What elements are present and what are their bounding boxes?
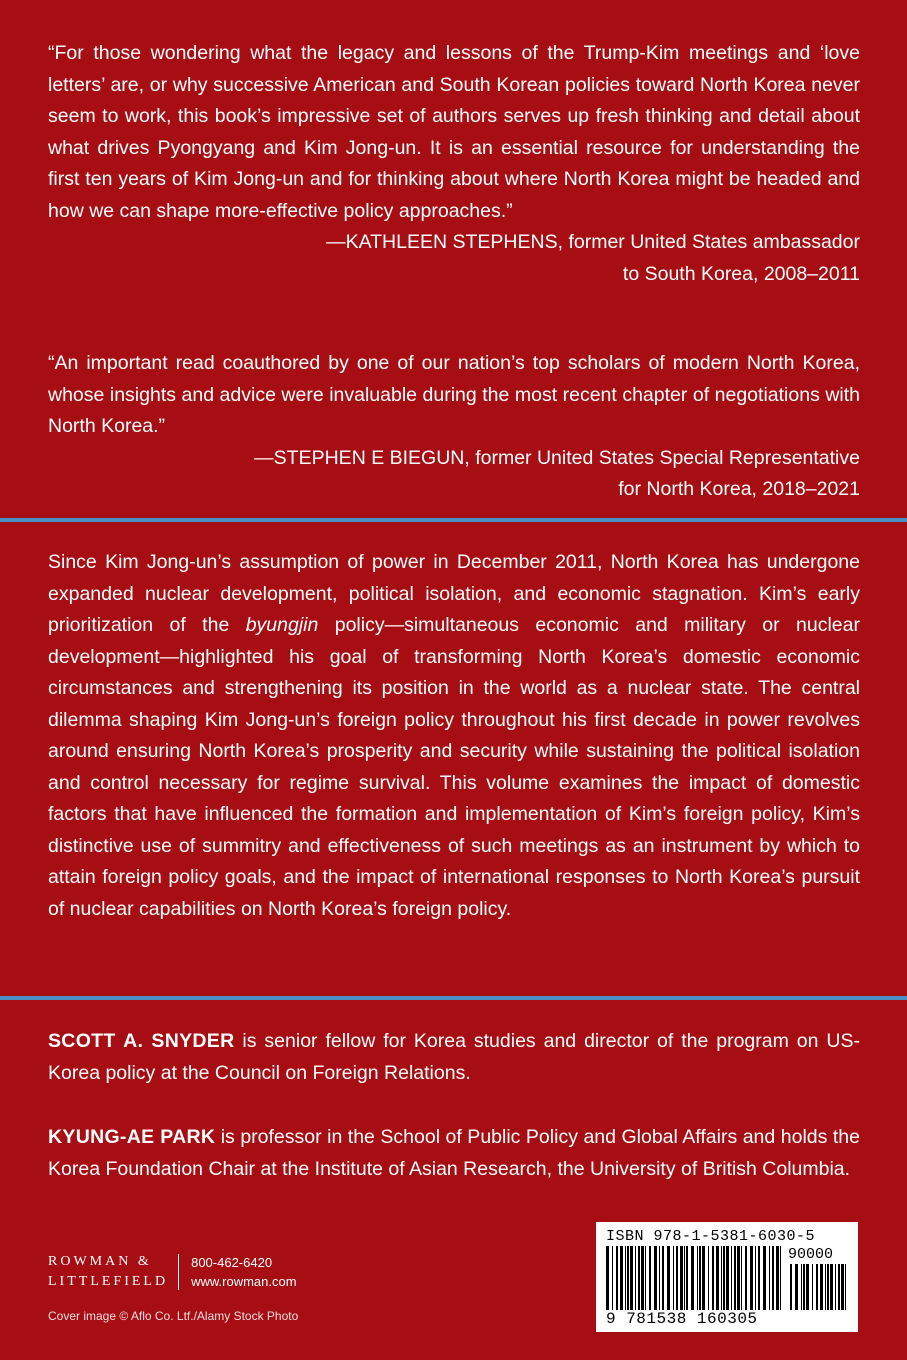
publisher-separator xyxy=(178,1254,179,1290)
publisher-logo-line2: LITTLEFIELD xyxy=(48,1274,169,1289)
divider-top xyxy=(0,518,907,522)
blurb-1-quote: “For those wondering what the legacy and lessons of the Trump-Kim meetings and ‘love letters’ are, or why successive American and South Korean policies toward North Korea never seem to work, this book’s impressive set of authors serves up fresh thinking and detail about what drives Pyongyang and Kim Jong-un. It is an essential resource for understanding the first ten years of Kim Jong-un and for thinking about where North Korea might be headed and how we can shape more-effective policy approaches.” xyxy=(48,42,860,222)
description xyxy=(48,547,860,925)
author-2-name: KYUNG-AE PARK xyxy=(48,1126,216,1148)
ean-text: 9 781538 160305 xyxy=(606,1310,758,1328)
publisher-logo xyxy=(48,1252,168,1292)
publisher-phone: 800-462-6420 xyxy=(191,1255,273,1270)
ean-barcode-bars xyxy=(606,1246,784,1310)
publisher-website: www.rowman.com xyxy=(191,1274,297,1289)
blurb-2-attribution-line1: —STEPHEN E BIEGUN, former United States Special Representative xyxy=(254,446,860,469)
blurb-1-attribution-line1: —KATHLEEN STEPHENS, former United States ambassador xyxy=(326,231,860,253)
author-1-bio-text xyxy=(48,1026,860,1089)
author-2-bio: is professor in the School of Public Policy and Global Affairs and holds the Korea Foundation Chair at the Institute of Asian Research, the University of British Columbia. xyxy=(48,1126,860,1180)
cover-image-credit: Cover image © Aflo Co. Ltf./Alamy Stock Photo xyxy=(48,1309,299,1323)
blurb-2 xyxy=(48,348,860,506)
publisher-block xyxy=(48,1252,297,1292)
author-1-name: SCOTT A. SNYDER xyxy=(48,1030,235,1052)
price-barcode-bars xyxy=(790,1264,848,1310)
description-part2: policy—simultaneous economic and military or nuclear development—highlighted his goal of transforming North Korea’s domestic economic circumstances and strengthening its position in the world as a nuclear state. The central dilemma shaping Kim Jong-un’s foreign policy throughout his first decade in power revolves around ensuring North Korea’s prosperity and security while sustaining the political isolation and control necessary for regime survival. This volume examines the impact of domestic factors that have influenced the formation and implementation of Kim’s foreign policy, Kim’s distinctive use of summitry and effectiveness of such meetings as an instrument by which to attain foreign policy goals, and the impact of international responses to North Korea’s pursuit of nuclear capabilities on North Korea’s foreign policy. xyxy=(48,614,860,920)
description-text xyxy=(48,547,860,925)
isbn-barcode xyxy=(596,1222,858,1332)
publisher-logo-line1: ROWMAN & xyxy=(48,1254,152,1269)
isbn-text: ISBN 978-1-5381-6030-5 xyxy=(606,1228,816,1245)
author-1 xyxy=(48,1026,860,1089)
description-part1: Since Kim Jong-un’s assumption of power in December 2011, North Korea has undergone expanded nuclear development, political isolation, and economic stagnation. Kim’s early prioritization of the xyxy=(48,551,860,636)
author-2-bio-text xyxy=(48,1122,860,1185)
blurb-2-quote: “An important read coauthored by one of our nation’s top scholars of modern North Korea, whose insights and advice were invaluable during the most recent chapter of negotiations with North Korea.” xyxy=(48,352,860,437)
author-1-bio: is senior fellow for Korea studies and director of the program on US-Korea policy at the Council on Foreign Relations. xyxy=(48,1030,860,1084)
blurb-1-attribution xyxy=(48,227,860,290)
description-italic: byungjin xyxy=(245,614,319,636)
divider-bottom xyxy=(0,996,907,1000)
publisher-contact xyxy=(191,1253,296,1291)
author-2 xyxy=(48,1122,860,1185)
price-code-text: 90000 xyxy=(788,1246,834,1263)
blurb-2-attribution xyxy=(48,443,860,506)
blurb-2-attribution-line2: for North Korea, 2018–2021 xyxy=(618,478,860,500)
blurb-1 xyxy=(48,38,860,290)
blurb-1-attribution-line2: to South Korea, 2008–2011 xyxy=(622,262,860,285)
